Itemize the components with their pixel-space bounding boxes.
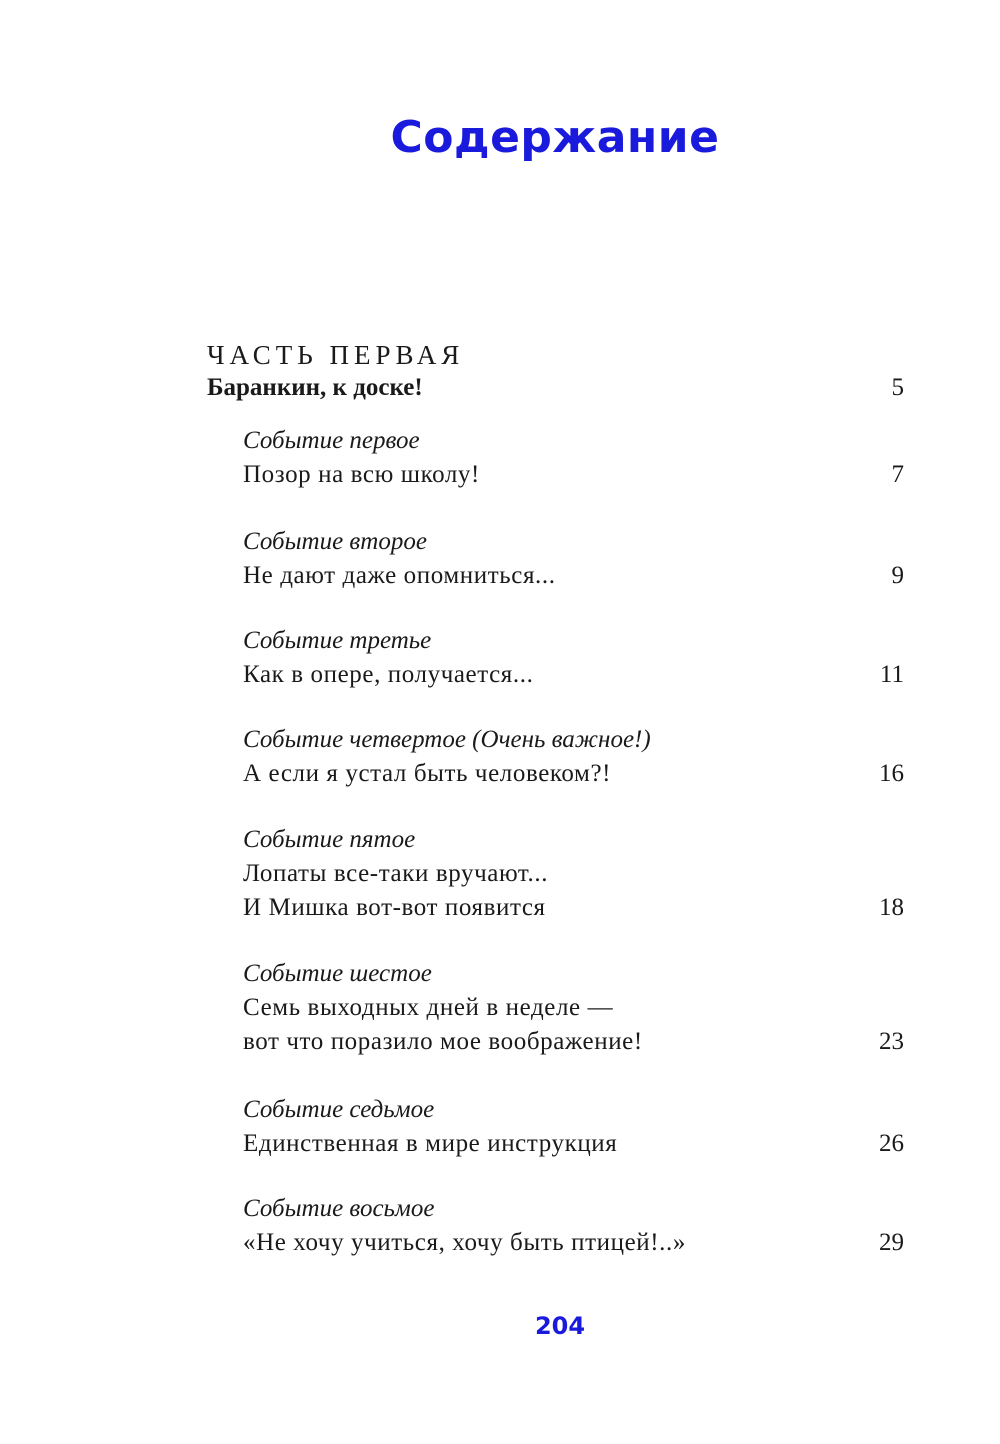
entry-page-number: 7 xyxy=(891,461,904,488)
event-label: Событие четвертое (Очень важное!) xyxy=(243,726,651,753)
chapter-title: А если я устал быть человеком?! xyxy=(243,760,612,787)
toc-entry[interactable] xyxy=(243,1093,904,1161)
toc-entry[interactable] xyxy=(243,957,904,1059)
toc-entry[interactable] xyxy=(243,723,904,791)
entry-page-number: 26 xyxy=(879,1130,904,1157)
chapter-title: Не дают даже опомниться... xyxy=(243,562,556,589)
entry-page-number: 29 xyxy=(879,1229,904,1256)
chapter-title: вот что поразило мое воображение! xyxy=(243,1028,643,1055)
toc-entry[interactable] xyxy=(243,823,904,925)
toc-entry[interactable] xyxy=(243,1192,904,1260)
event-label: Событие шестое xyxy=(243,960,432,987)
event-label: Событие первое xyxy=(243,427,420,454)
entry-page-number: 11 xyxy=(879,661,904,688)
event-label: Событие пятое xyxy=(243,826,416,853)
event-label: Событие третье xyxy=(243,627,432,654)
part-page-number: 5 xyxy=(891,374,904,401)
event-label: Событие второе xyxy=(243,528,427,555)
part-label: ЧАСТЬ ПЕРВАЯ xyxy=(207,340,465,370)
chapter-title: Как в опере, получается... xyxy=(243,661,534,688)
entry-page-number: 9 xyxy=(891,562,904,589)
chapter-title: Позор на всю школу! xyxy=(243,461,480,488)
chapter-title: Лопаты все-таки вручают... xyxy=(243,860,549,887)
page-title: Содержание xyxy=(390,112,720,163)
toc-entry[interactable] xyxy=(243,525,904,593)
chapter-title: И Мишка вот-вот появится xyxy=(243,894,546,921)
footer-page-number: 204 xyxy=(534,1312,586,1340)
entry-page-number: 18 xyxy=(879,894,904,921)
event-label: Событие седьмое xyxy=(243,1096,435,1123)
toc-entry[interactable] xyxy=(243,424,904,492)
chapter-title: Семь выходных дней в неделе — xyxy=(243,994,614,1021)
toc-entry[interactable] xyxy=(243,624,904,692)
part-title[interactable]: Баранкин, к доске! xyxy=(207,374,423,401)
entry-page-number: 23 xyxy=(879,1028,904,1055)
entry-page-number: 16 xyxy=(879,760,904,787)
chapter-title: «Не хочу учиться, хочу быть птицей!..» xyxy=(243,1229,686,1256)
chapter-title: Единственная в мире инструкция xyxy=(243,1130,618,1157)
event-label: Событие восьмое xyxy=(243,1195,435,1222)
